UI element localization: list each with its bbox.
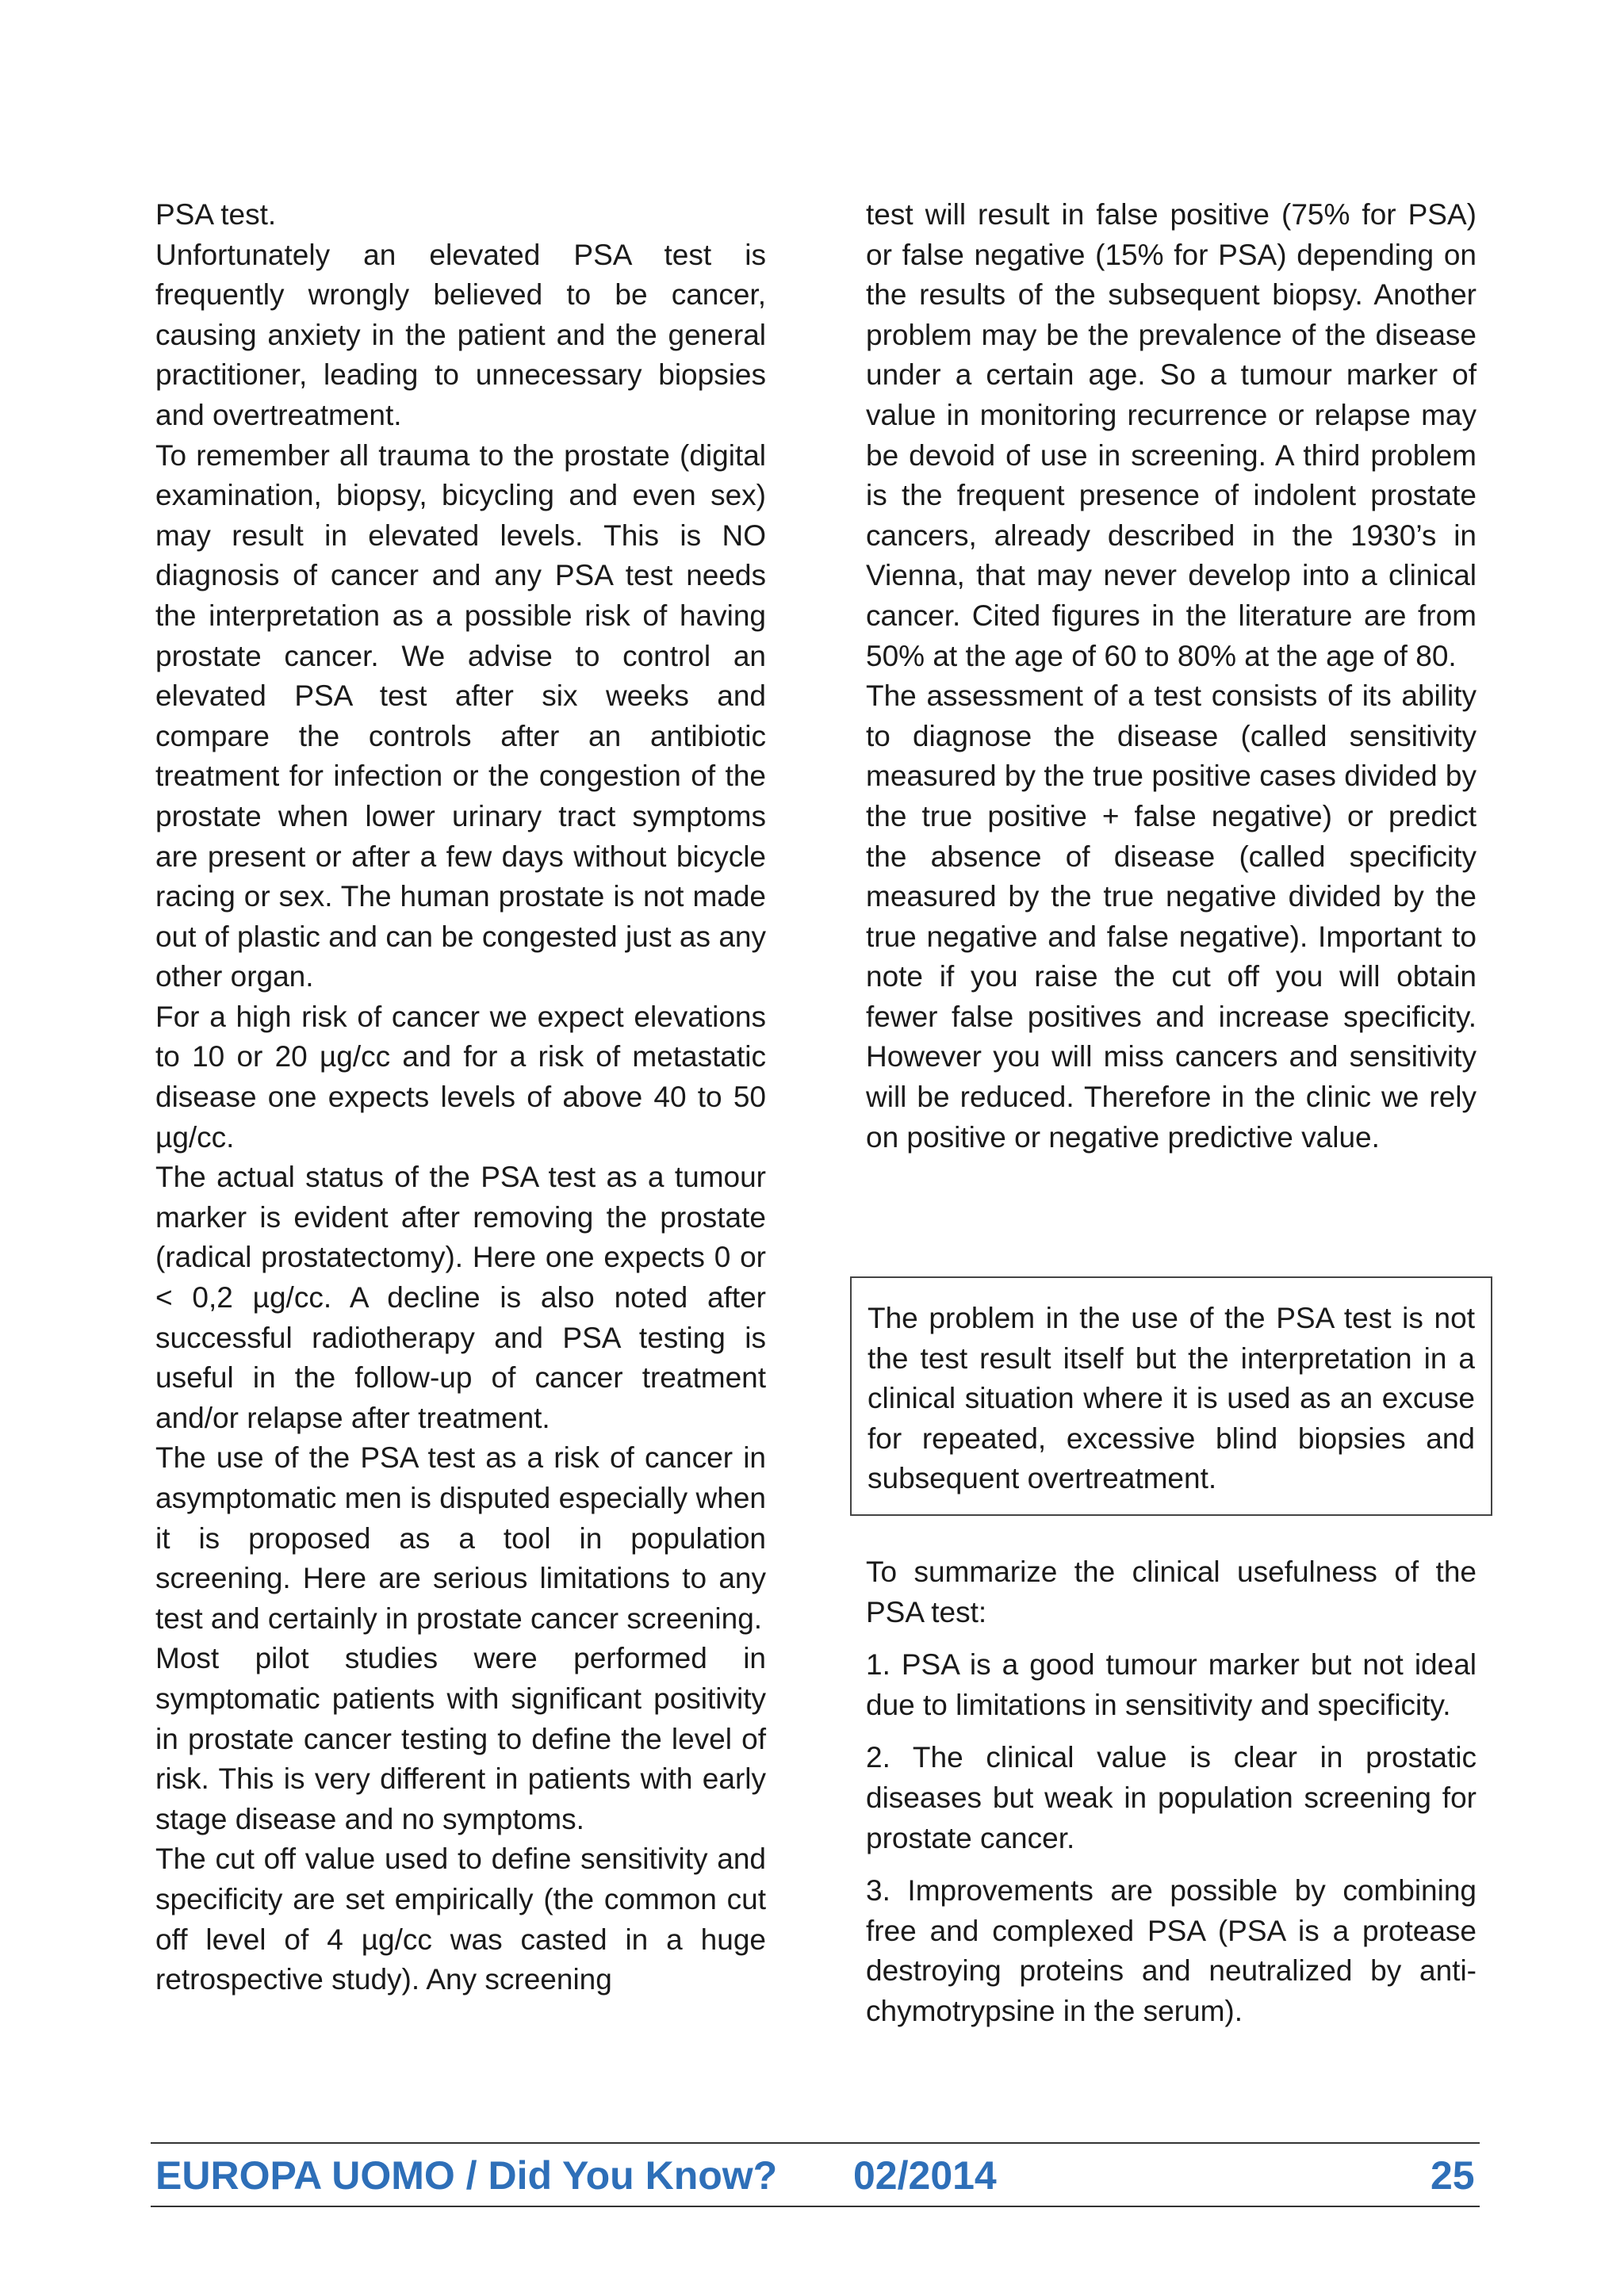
- paragraph: To remember all trauma to the prostate (digital examination, biopsy, bicycling and even sex) may result in elevated levels. This is NO diagnosis of cancer and any PSA test needs the interpretation as a possible risk of having prostate cancer. We advise to control an elevated PSA test after six weeks and compare the controls after an antibiotic treatment for infection or the congestion of the prostate when lower urinary tract symptoms are present or after a few days without bicycle racing or sex. The human prostate is not made out of plastic and can be congested just as any other organ.: [155, 438, 766, 993]
- paragraph: The assessment of a test consists of its ability to diagnose the disease (called sensitivity measured by the true positive cases divided by the true positive + false negative) or predict the absence of disease (called specificity measured by the true negative divided by the true negative and false negative). Important to note if you raise the cut off you will obtain fewer false positives and increase specificity. However you will miss cancers and sensitivity will be reduced. Therefore in the clinic we rely on positive or negative predictive value.: [866, 679, 1477, 1154]
- paragraph: The actual status of the PSA test as a tumour marker is evident after removing the prostate (radical prostatectomy). Here one expects 0 or < 0,2 µg/cc. A decline is also noted after successful radiotherapy and PSA testing is useful in the follow-up of cancer treatment and/or relapse after treatment.: [155, 1161, 766, 1434]
- paragraph: For a high risk of cancer we expect elevations to 10 or 20 µg/cc and for a risk of metastatic disease one expects levels of above 40 to 50 µg/cc.: [155, 1000, 766, 1154]
- paragraph: PSA test.: [155, 198, 277, 231]
- paragraph: The cut off value used to define sensitivity and specificity are set empirically (the common cut off level of 4 µg/cc was casted in a huge retrospective study). Any screening: [155, 1843, 766, 1996]
- footer-brand: EUROPA UOMO / Did You Know?: [155, 2153, 778, 2198]
- summary-item: 3. Improvements are possible by combining free and complexed PSA (PSA is a protease destroying proteins and neutralized by anti-chymotrypsine in the serum).: [866, 1874, 1477, 2027]
- footer-date: 02/2014: [853, 2153, 997, 2198]
- summary-intro: To summarize the clinical usefulness of the PSA test:: [866, 1556, 1477, 1628]
- summary-item: 2. The clinical value is clear in prostatic diseases but weak in population screening for prostate cancer.: [866, 1741, 1477, 1854]
- paragraph: Unfortunately an elevated PSA test is frequently wrongly believed to be cancer, causing anxiety in the patient and the general practitioner, leading to unnecessary biopsies and overtreatment.: [155, 238, 766, 431]
- paragraph: test will result in false positive (75% for PSA) or false negative (15% for PSA) depending on the results of the subsequent biopsy. Another problem may be the prevalence of the disease under a certain age. So a tumour marker of value in monitoring recurrence or relapse may be devoid of use in screening. A third problem is the frequent presence of indolent prostate cancers, already described in the 1930’s in Vienna, that may never develop into a clinical cancer. Cited figures in the literature are from 50% at the age of 60 to 80% at the age of 80.: [866, 198, 1477, 672]
- footer-divider-top: [151, 2142, 1480, 2144]
- footer-divider-bottom: [151, 2206, 1480, 2207]
- left-column: [155, 195, 766, 2000]
- paragraph: Most pilot studies were performed in symptomatic patients with significant positivity in prostate cancer testing to define the level of risk. This is very different in patients with early stage disease and no symptoms.: [155, 1642, 766, 1835]
- paragraph: The use of the PSA test as a risk of cancer in asymptomatic men is disputed especially when it is proposed as a tool in population screening. Here are serious limitations to any test and certainly in prostate cancer screening.: [155, 1441, 766, 1635]
- page-number: 25: [1431, 2153, 1475, 2198]
- summary-item: 1. PSA is a good tumour marker but not ideal due to limitations in sensitivity and specificity.: [866, 1648, 1477, 1721]
- summary-section: [866, 1552, 1477, 2045]
- right-column: [866, 195, 1477, 1158]
- callout-text: The problem in the use of the PSA test is not the test result itself but the interpretation in a clinical situation where it is used as an excuse for repeated, excessive blind biopsies and subsequent overtreatment.: [868, 1302, 1475, 1495]
- callout-box: [850, 1276, 1492, 1516]
